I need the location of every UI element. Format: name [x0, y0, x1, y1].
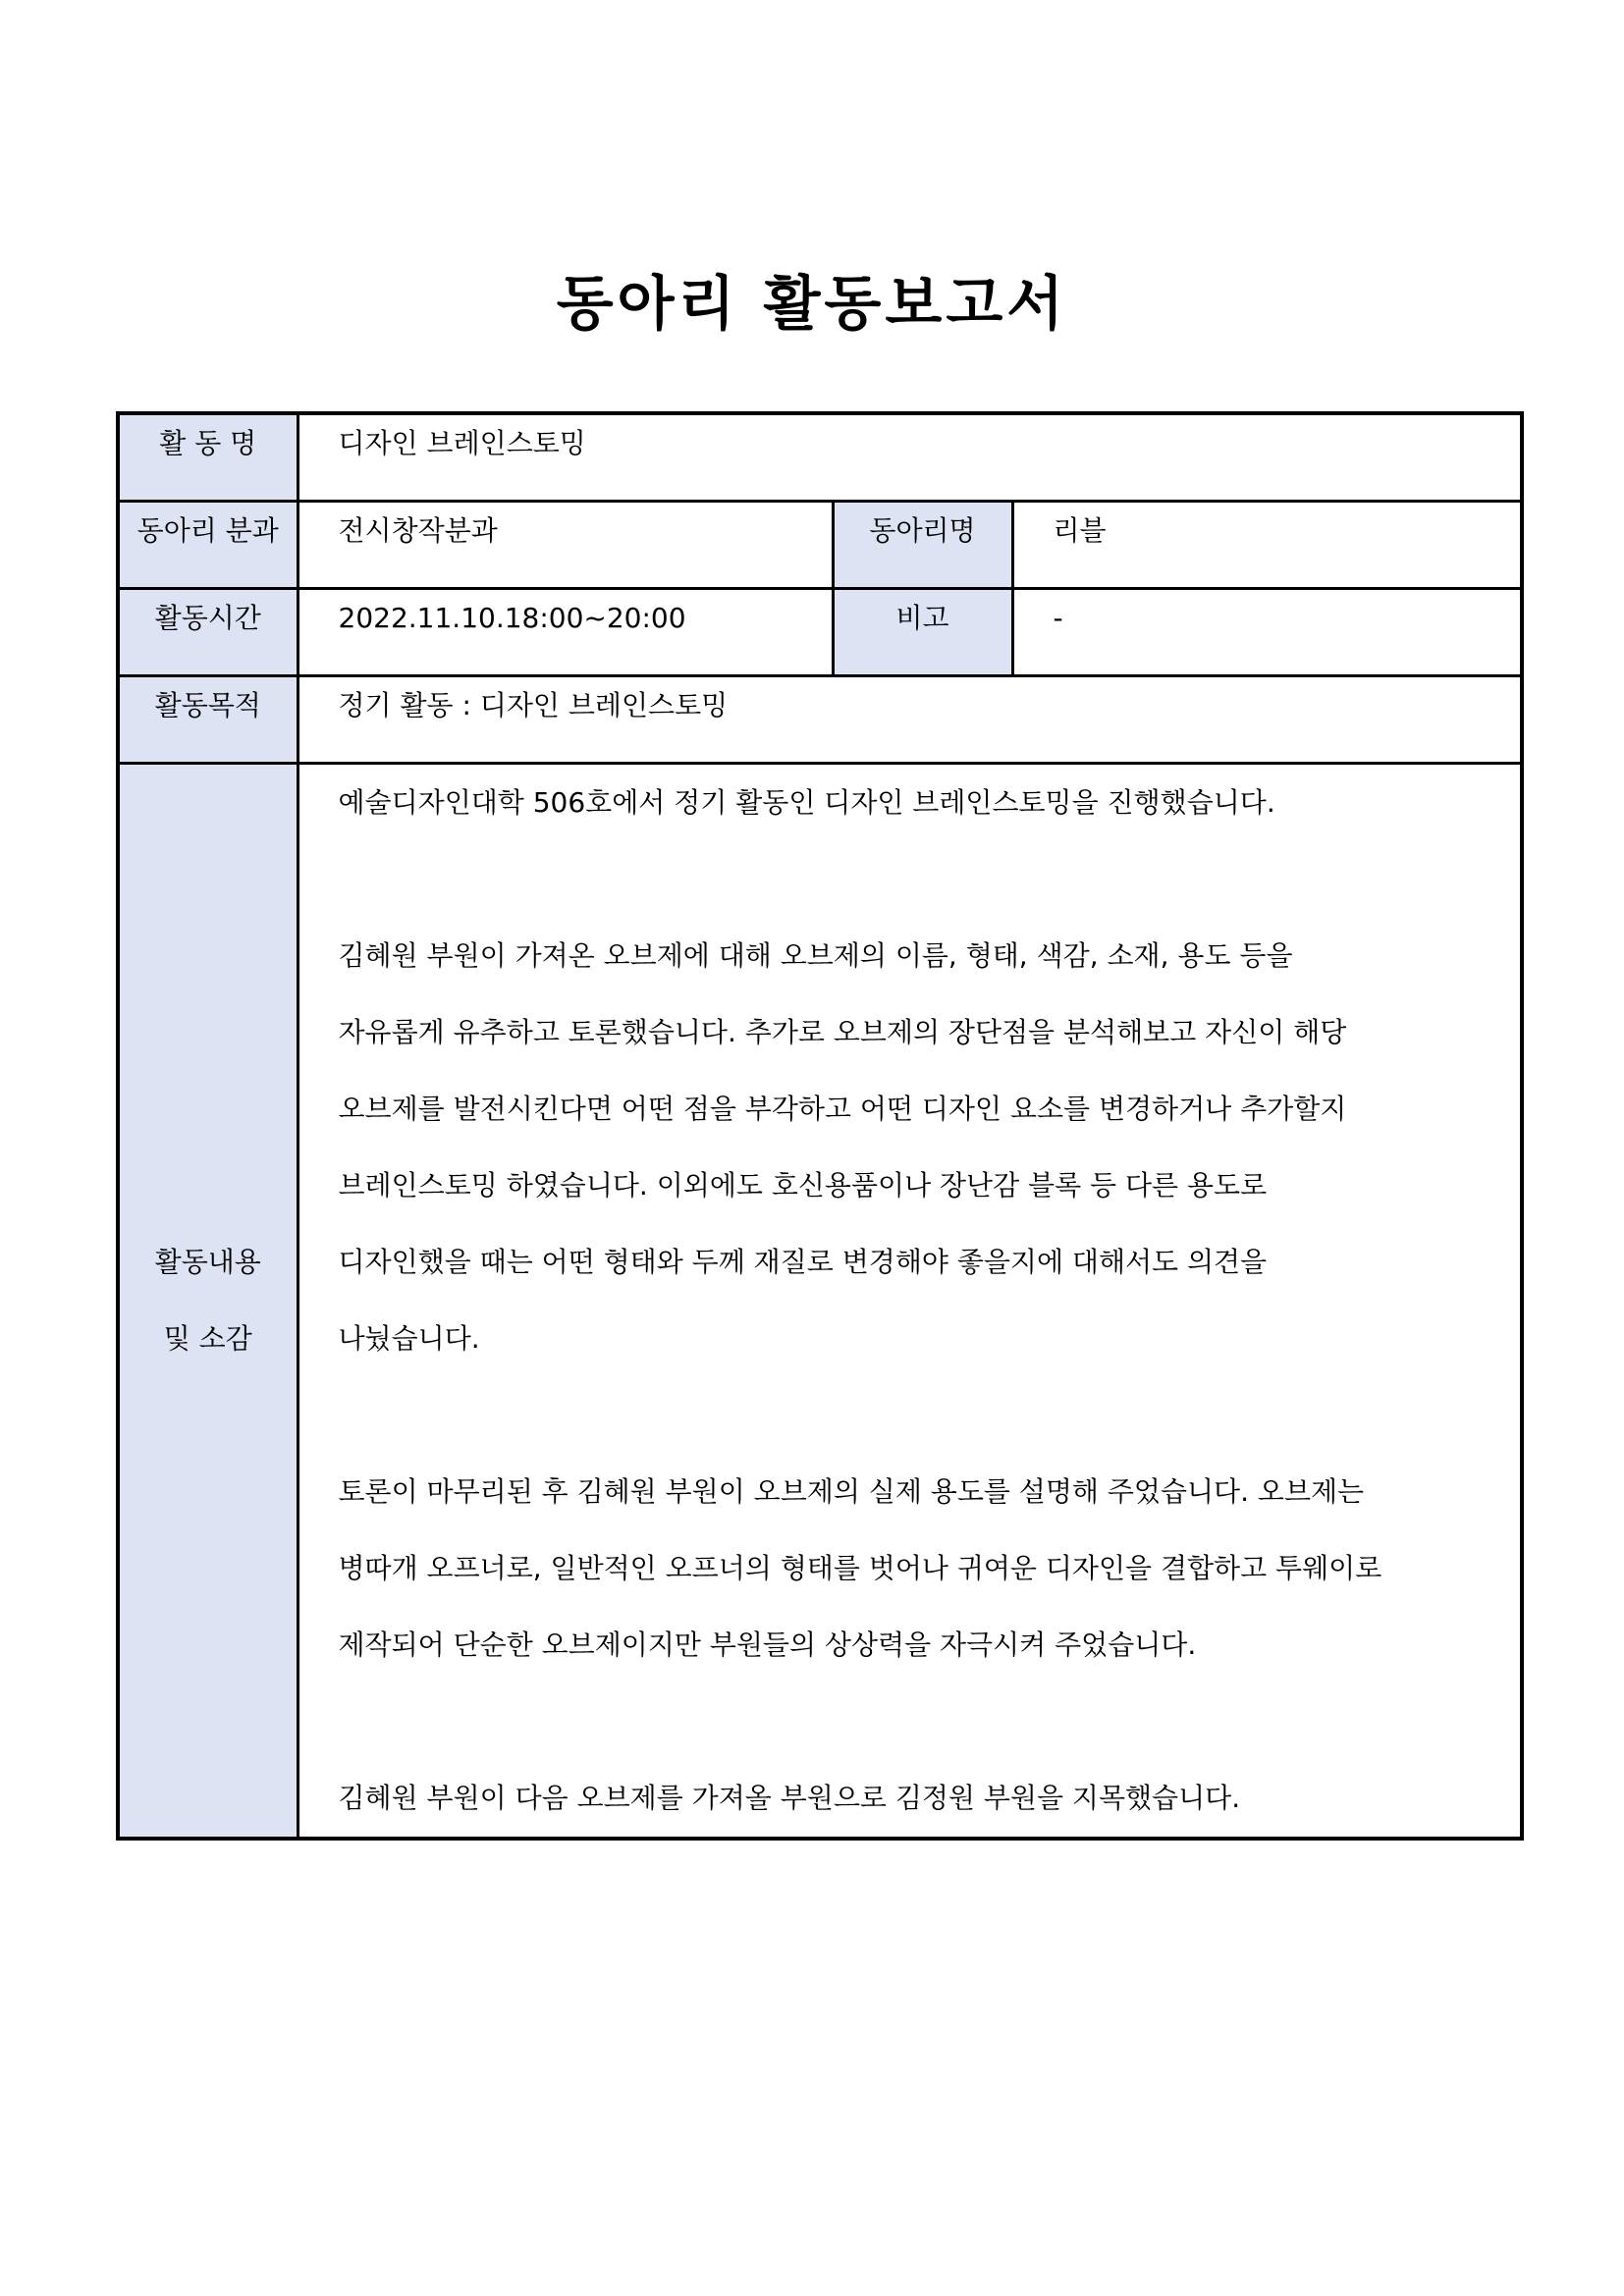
document-title: 동아리 활동보고서	[556, 270, 1068, 339]
value-activity-name: 디자인 브레인스토밍	[298, 413, 1522, 502]
content-line: 디자인했을 때는 어떤 형태와 두께 재질로 변경해야 좋을지에 대해서도 의견을	[338, 1246, 1268, 1278]
label-content	[118, 764, 298, 1840]
label-purpose: 활동목적	[118, 676, 298, 764]
content-line: 나눴습니다.	[338, 1322, 480, 1355]
content-line: 제작되어 단순한 오브제이지만 부원들의 상상력을 자극시켜 주었습니다.	[338, 1629, 1197, 1661]
label-remarks: 비고	[833, 589, 1012, 676]
content-blank-line	[339, 1683, 1521, 1760]
content-line: 토론이 마무리된 후 김혜원 부원이 오브제의 실제 용도를 설명해 주었습니다. 오브제는	[338, 1475, 1365, 1508]
value-club-division: 전시창작분과	[298, 502, 833, 589]
content-blank-line	[339, 1377, 1521, 1454]
value-purpose: 정기 활동 : 디자인 브레인스토밍	[298, 676, 1522, 764]
content-line: 병따개 오프너로, 일반적인 오프너의 형태를 벗어나 귀여운 디자인을 결합하고 투웨이로	[338, 1552, 1382, 1584]
label-content-line1: 활동내용	[154, 1246, 261, 1278]
row-activity-time	[118, 589, 1522, 676]
activity-report-table	[116, 411, 1524, 1841]
content-line: 브레인스토밍 하였습니다. 이외에도 호신용품이나 장난감 블록 등 다른 용도로	[338, 1169, 1268, 1201]
row-purpose	[118, 676, 1522, 764]
row-activity-name	[118, 413, 1522, 502]
value-content	[298, 764, 1522, 1840]
content-line: 오브제를 발전시킨다면 어떤 점을 부각하고 어떤 디자인 요소를 변경하거나 추가할지	[338, 1093, 1347, 1125]
value-club-name: 리블	[1012, 502, 1522, 589]
label-club-name: 동아리명	[833, 502, 1012, 589]
label-activity-name: 활 동 명	[118, 413, 298, 502]
row-club-info	[118, 502, 1522, 589]
label-activity-time: 활동시간	[118, 589, 298, 676]
label-content-line2: 및 소감	[163, 1322, 252, 1355]
content-line: 자유롭게 유추하고 토론했습니다. 추가로 오브제의 장단점을 분석해보고 자신이 해당	[338, 1016, 1347, 1048]
row-content	[118, 764, 1522, 1840]
content-line: 김혜원 부원이 가져온 오브제에 대해 오브제의 이름, 형태, 색감, 소재, 용도 등을	[338, 939, 1293, 972]
content-blank-line	[339, 841, 1521, 918]
value-remarks: -	[1012, 589, 1522, 676]
value-activity-time: 2022.11.10.18:00~20:00	[298, 589, 833, 676]
content-line: 김혜원 부원이 다음 오브제를 가져올 부원으로 김정원 부원을 지목했습니다.	[338, 1782, 1241, 1814]
content-line: 예술디자인대학 506호에서 정기 활동인 디자인 브레인스토밍을 진행했습니다.	[338, 786, 1275, 819]
label-club-division: 동아리 분과	[118, 502, 298, 589]
